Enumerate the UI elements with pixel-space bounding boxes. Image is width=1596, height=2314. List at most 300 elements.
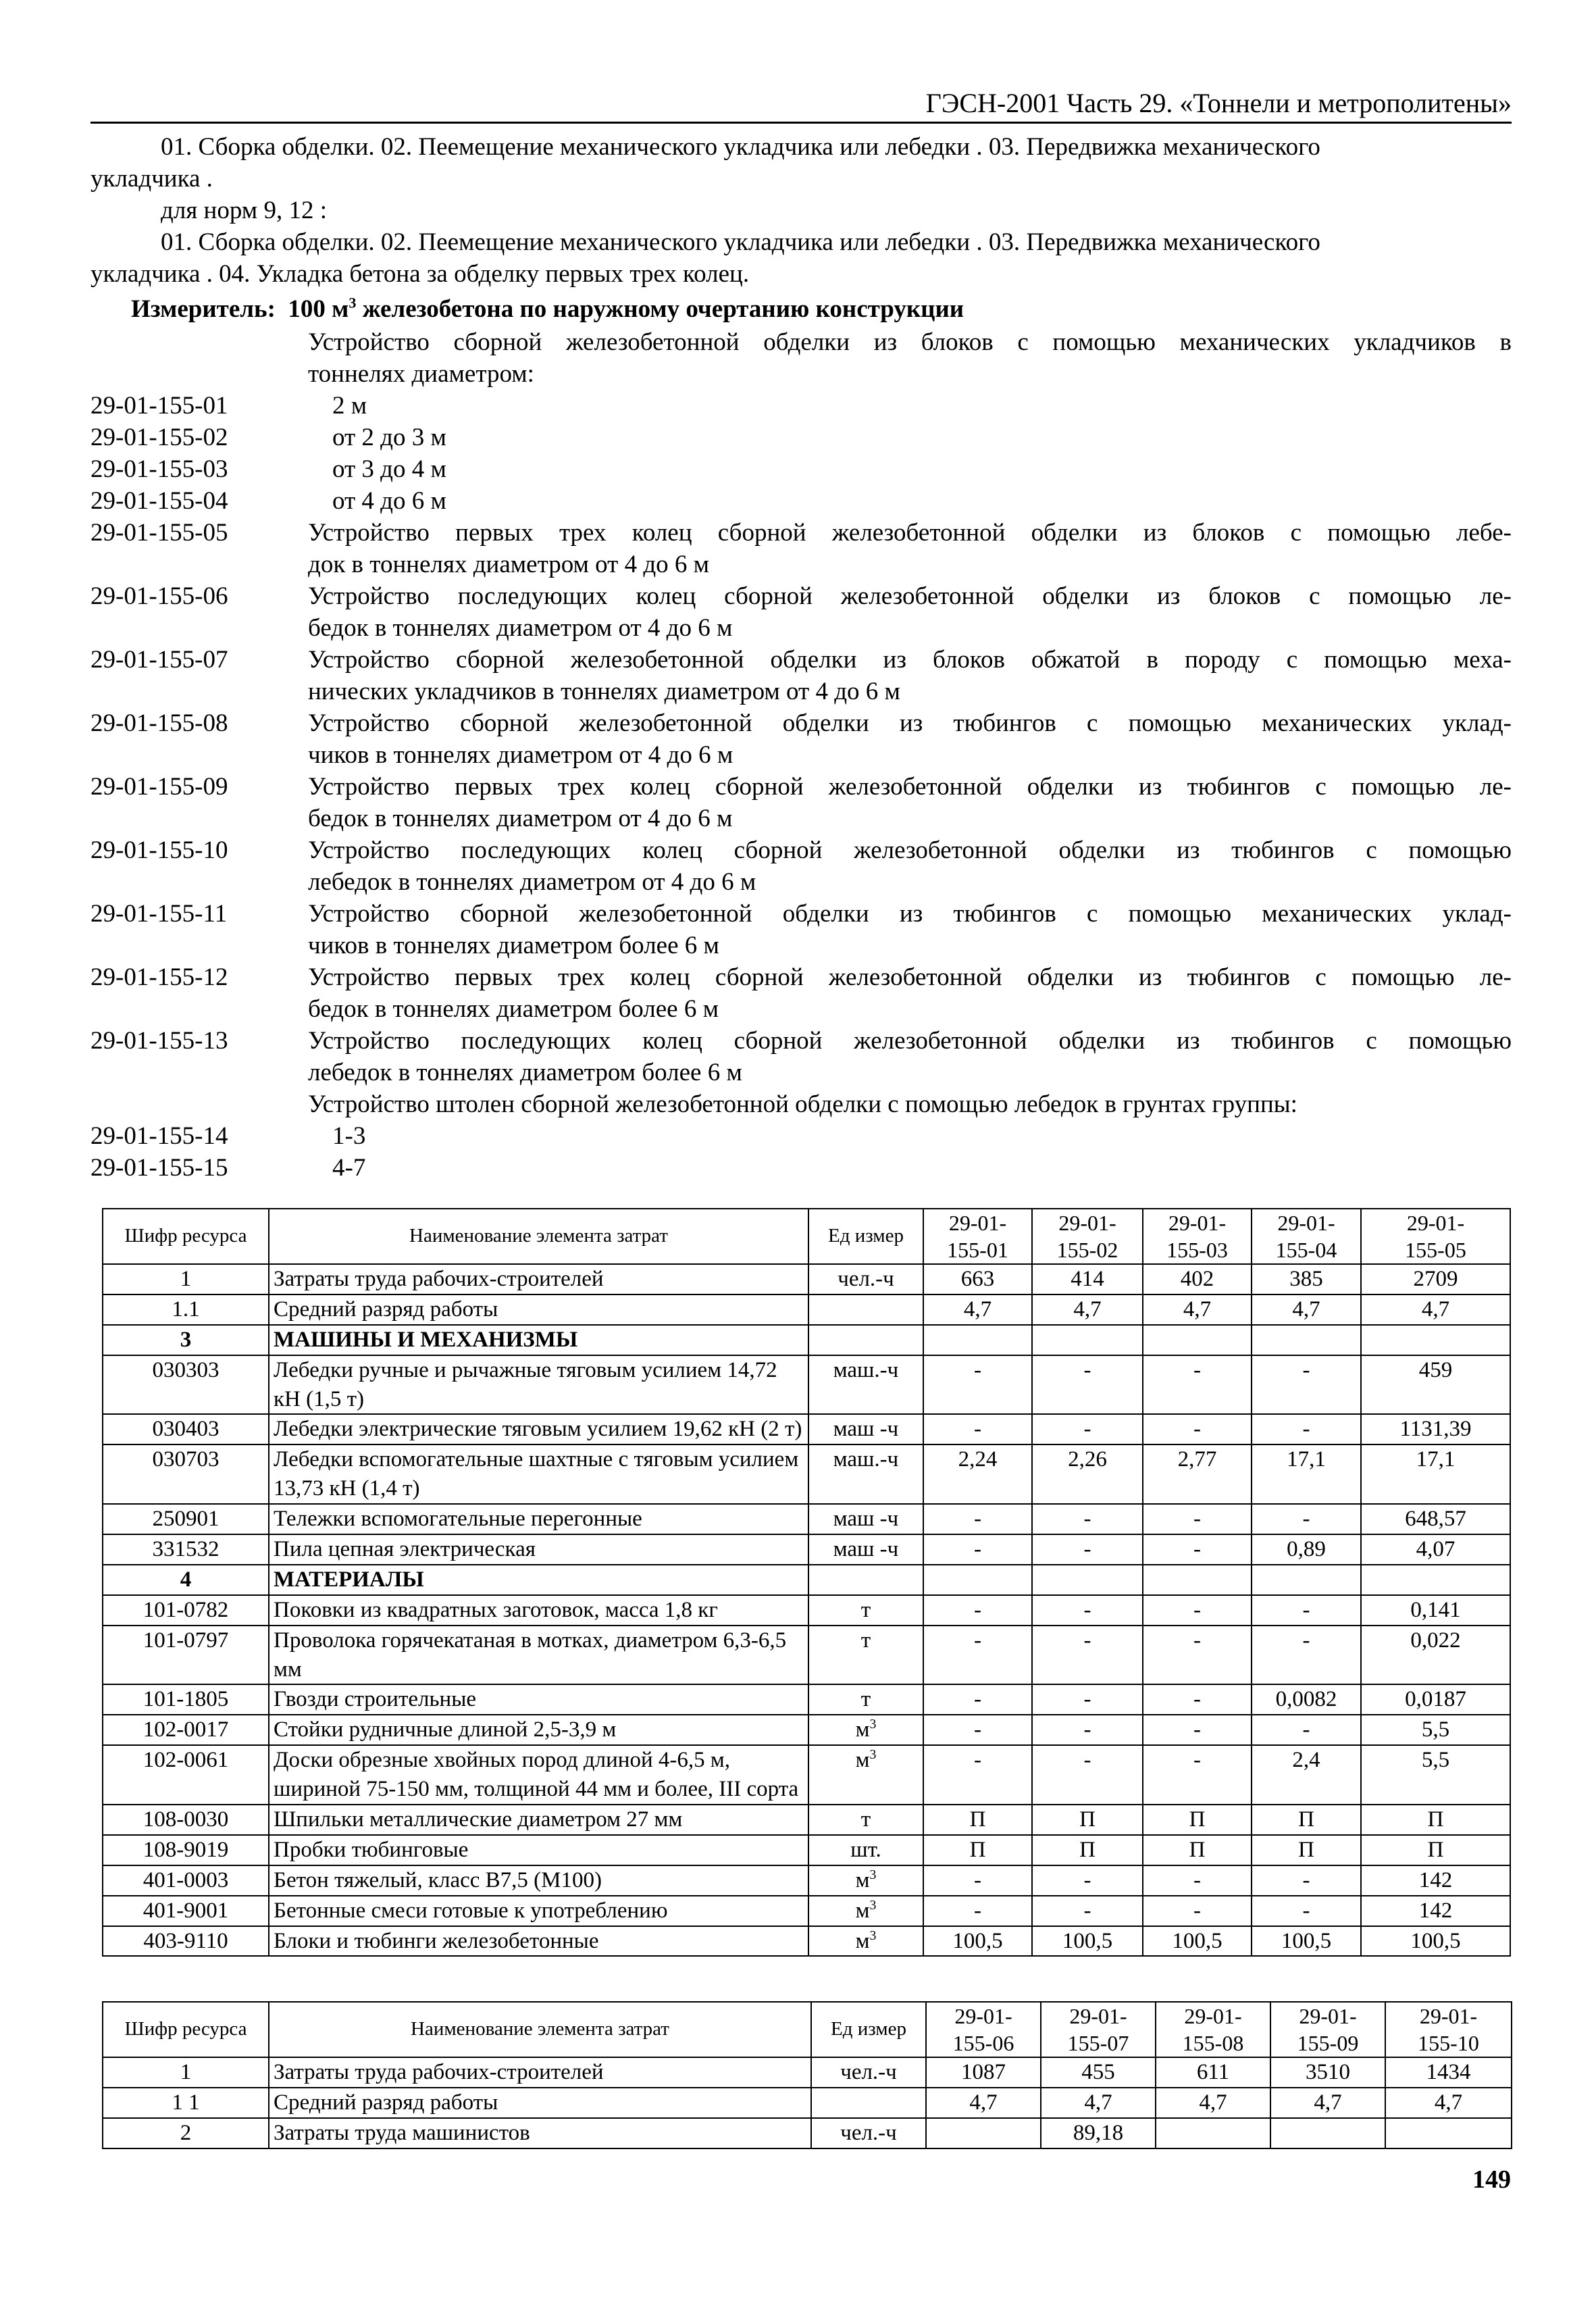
norm-item [91, 581, 1512, 645]
norm-code: 29-01-155-14 [91, 1122, 228, 1150]
unit-text: м [855, 1748, 870, 1773]
norm-item [91, 391, 1512, 422]
desc-line: Устройство последующих колец сборной железобетонной обделки из блоков с помощью ле- [308, 582, 1512, 610]
norm-value: 1434 [1385, 2057, 1512, 2088]
norm-value: - [1252, 1414, 1361, 1444]
norm-value [1252, 1325, 1361, 1355]
unit-text: чел.-ч [840, 2120, 897, 2145]
norm-code-part: 155-10 [1418, 2031, 1479, 2055]
resource-name: Лебедки ручные и рычажные тяговым усилием 14,72 кН (1,5 т) [269, 1355, 808, 1415]
spacer [91, 1089, 308, 1121]
unit-text: т [860, 1597, 871, 1622]
desc-line: от 2 до 3 м [332, 423, 446, 451]
unit-text: т [860, 1807, 871, 1832]
resource-unit [808, 1264, 923, 1294]
unit-power: 3 [869, 1747, 877, 1763]
header-name: Наименование элемента затрат [269, 2002, 811, 2057]
norm-value: 0,022 [1361, 1626, 1510, 1685]
norm-code-part: 155-08 [1182, 2031, 1244, 2055]
resource-unit [808, 1355, 923, 1415]
norm-value [1032, 1565, 1143, 1595]
unit-text: м [855, 1898, 870, 1923]
resource-name: Затраты труда рабочих-строителей [269, 2057, 811, 2088]
table-row [103, 1805, 1510, 1835]
unit-text: маш -ч [833, 1537, 899, 1562]
norm-value: 2,77 [1143, 1444, 1252, 1504]
norm-value: - [923, 1414, 1032, 1444]
unit-text: м [855, 1928, 870, 1953]
resource-table-1 [102, 1208, 1511, 1957]
norm-code: 29-01-155-10 [91, 836, 228, 864]
norm-code-part: 155-02 [1056, 1238, 1118, 1262]
desc-line: Устройство последующих колец сборной железобетонной обделки из тюбингов с помощью [308, 836, 1512, 864]
norm-value: - [1143, 1865, 1252, 1896]
measure-value: 100 $м^3$ железобетона по наружному очертанию конструкции [288, 294, 964, 323]
norm-description [308, 518, 1512, 581]
norm-value: - [1032, 1626, 1143, 1685]
desc-line: чиков в тоннелях диаметром от 4 до 6 м [308, 740, 733, 769]
norm-value: 89,18 [1041, 2118, 1156, 2148]
norm-value: 4,7 [1156, 2088, 1270, 2118]
norm-value: - [1032, 1865, 1143, 1896]
norm-value: 100,5 [1143, 1926, 1252, 1957]
norm-code-part: 29-01- [1277, 1211, 1335, 1235]
header-name: Наименование элемента затрат [269, 1209, 808, 1264]
norm-value: 100,5 [1252, 1926, 1361, 1957]
resource-name: Затраты труда машинистов [269, 2118, 811, 2148]
desc-line: Устройство последующих колец сборной железобетонной обделки из тюбингов с помощью [308, 1026, 1512, 1055]
resource-code: 250901 [103, 1504, 269, 1534]
norm-value: П [1143, 1835, 1252, 1865]
resource-unit [808, 1896, 923, 1926]
norm-code: 29-01-155-15 [91, 1153, 228, 1182]
norm-item [91, 1026, 1512, 1089]
desc-line: чиков в тоннелях диаметром более 6 м [308, 931, 719, 959]
norm-value: - [1143, 1355, 1252, 1415]
norm-value: 414 [1032, 1264, 1143, 1294]
norm-item [91, 454, 1512, 486]
norm-code: 29-01-155-11 [91, 899, 228, 928]
norm-value [1032, 1325, 1143, 1355]
resource-name: Блоки и тюбинги железобетонные [269, 1926, 808, 1957]
norm-value: - [1143, 1414, 1252, 1444]
desc-line: 1-3 [332, 1122, 366, 1150]
resource-unit [808, 1595, 923, 1626]
table-row [103, 1595, 1510, 1626]
resource-unit [808, 1626, 923, 1685]
norm-value [1361, 1325, 1510, 1355]
norm-value: 2709 [1361, 1264, 1510, 1294]
norm-value: - [1143, 1626, 1252, 1685]
resource-code: 101-0797 [103, 1626, 269, 1685]
norm-value: 3510 [1270, 2057, 1385, 2088]
norm-value: 1131,39 [1361, 1414, 1510, 1444]
table-row [103, 1745, 1510, 1805]
norm-description [308, 645, 1512, 708]
norm-value: - [1143, 1504, 1252, 1534]
norm-value [923, 1565, 1032, 1595]
norm-value: 4,7 [926, 2088, 1041, 2118]
page-header: ГЭСН-2001 Часть 29. «Тоннели и метрополитены» [91, 86, 1512, 124]
header-norm-code [1385, 2002, 1512, 2057]
norm-code-part: 29-01- [1168, 1211, 1227, 1235]
desc-line: Устройство первых трех колец сборной железобетонной обделки из тюбингов с помощью ле- [308, 772, 1512, 801]
norm-code-part: 155-03 [1166, 1238, 1228, 1262]
table-row [103, 1534, 1510, 1565]
resource-name: МАШИНЫ И МЕХАНИЗМЫ [269, 1325, 808, 1355]
table-row [103, 1835, 1510, 1865]
desc-line: Устройство первых трех колец сборной железобетонной обделки из тюбингов с помощью ле- [308, 963, 1512, 991]
desc-line: от 3 до 4 м [332, 455, 446, 483]
resource-unit [808, 1565, 923, 1595]
resource-name: Стойки рудничные длиной 2,5-3,9 м [269, 1715, 808, 1745]
resource-code: 401-0003 [103, 1865, 269, 1896]
norm-value: - [1032, 1355, 1143, 1415]
norm-code-part: 155-09 [1297, 2031, 1359, 2055]
norm-value: 4,7 [923, 1294, 1032, 1325]
norm-value: - [1032, 1414, 1143, 1444]
norm-value [923, 1325, 1032, 1355]
resource-unit [808, 1926, 923, 1957]
norm-value: 648,57 [1361, 1504, 1510, 1534]
resource-code: 1 [103, 1264, 269, 1294]
norm-value: 0,89 [1252, 1534, 1361, 1565]
header-norm-code [926, 2002, 1041, 2057]
norm-item [91, 962, 1512, 1026]
norm-value: 2,24 [923, 1444, 1032, 1504]
unit-text: т [860, 1687, 871, 1712]
norm-description [308, 486, 1512, 518]
norm-item [91, 899, 1512, 962]
norm-value: П [1361, 1805, 1510, 1835]
norm-value: 5,5 [1361, 1745, 1510, 1805]
measure-label: Измеритель: [131, 295, 276, 323]
unit-text: чел.-ч [838, 1267, 894, 1291]
norm-value: 0,141 [1361, 1595, 1510, 1626]
group-text: Устройство штолен сборной железобетонной обделки с помощью лебедок в грунтах группы: [308, 1090, 1297, 1118]
norm-value: - [923, 1684, 1032, 1715]
norm-value: - [1252, 1626, 1361, 1685]
resource-name: Пробки тюбинговые [269, 1835, 808, 1865]
norm-item [91, 835, 1512, 899]
resource-name: Средний разряд работы [269, 1294, 808, 1325]
norm-value: 4,7 [1252, 1294, 1361, 1325]
group-heading: Устройство сборной железобетонной обделки из блоков с помощью механических укладчиков в тоннелях диаметром: [308, 328, 1512, 388]
resource-name: Проволока горячекатаная в мотках, диаметром 6,3-6,5 мм [269, 1626, 808, 1685]
resource-unit [808, 1684, 923, 1715]
table-row [103, 1896, 1510, 1926]
norm-value: 4,7 [1270, 2088, 1385, 2118]
norm-item [91, 645, 1512, 708]
norm-code: 29-01-155-08 [91, 709, 228, 737]
unit-text: шт. [850, 1837, 881, 1862]
norm-value [1143, 1565, 1252, 1595]
norm-value: 4,7 [1041, 2088, 1156, 2118]
resource-code: 102-0017 [103, 1715, 269, 1745]
norm-value: 1087 [926, 2057, 1041, 2088]
intro-line: 01. Сборка обделки. 02. Пеемещение механического укладчика или лебедки . 03. Передвижка механического [161, 228, 1320, 256]
norm-value: - [1252, 1865, 1361, 1896]
desc-line: бедок в тоннелях диаметром от 4 до 6 м [308, 613, 733, 642]
norm-value: П [1143, 1805, 1252, 1835]
norm-value: - [923, 1715, 1032, 1745]
norm-value: П [1252, 1805, 1361, 1835]
norm-value: 142 [1361, 1896, 1510, 1926]
resource-unit [808, 1805, 923, 1835]
norm-value: - [1143, 1534, 1252, 1565]
intro-line: 01. Сборка обделки. 02. Пеемещение механического укладчика или лебедки . 03. Передвижка механического [161, 133, 1320, 161]
norm-value [1361, 1565, 1510, 1595]
norm-value: - [923, 1865, 1032, 1896]
unit-power: 3 [869, 1867, 877, 1882]
desc-line: Устройство первых трех колец сборной железобетонной обделки из блоков с помощью лебе- [308, 518, 1512, 547]
desc-line: лебедок в тоннелях диаметром от 4 до 6 м [308, 867, 756, 896]
table-row [103, 1325, 1510, 1355]
resource-unit [808, 1325, 923, 1355]
measure-unit [131, 294, 1516, 326]
norm-item [91, 708, 1512, 772]
resource-code: 1 [103, 2057, 269, 2088]
norm-value: - [923, 1626, 1032, 1685]
norm-code: 29-01-155-02 [91, 423, 228, 451]
norm-value [1156, 2118, 1270, 2148]
resource-code: 1.1 [103, 1294, 269, 1325]
norm-item [91, 518, 1512, 581]
norm-code: 29-01-155-06 [91, 582, 228, 610]
unit-text: маш -ч [833, 1417, 899, 1442]
norm-value: 0,0187 [1361, 1684, 1510, 1715]
norm-value: 459 [1361, 1355, 1510, 1415]
resource-unit [811, 2118, 926, 2148]
resource-code: 030703 [103, 1444, 269, 1504]
table-header-row [103, 2002, 1512, 2057]
norm-code-part: 29-01- [1406, 1211, 1465, 1235]
norm-value [1143, 1325, 1252, 1355]
norm-value: - [1032, 1684, 1143, 1715]
header-norm-code [1041, 2002, 1156, 2057]
resource-unit [808, 1865, 923, 1896]
desc-line: нических укладчиков в тоннелях диаметром от 4 до 6 м [308, 677, 900, 705]
resource-name: Лебедки вспомогательные шахтные с тяговым усилием 13,73 кН (1,4 т) [269, 1444, 808, 1504]
desc-line: бедок в тоннелях диаметром более 6 м [308, 995, 719, 1023]
norm-code-part: 155-05 [1405, 1238, 1466, 1262]
header-code: Шифр ресурса [103, 1209, 269, 1264]
resource-unit [811, 2057, 926, 2088]
norm-description [308, 1121, 1512, 1153]
unit-text: маш -ч [833, 1507, 899, 1532]
table-row [103, 1264, 1510, 1294]
intro-line: укладчика . [91, 164, 213, 193]
norm-value: П [923, 1805, 1032, 1835]
resource-unit [808, 1294, 923, 1325]
resource-name: Затраты труда рабочих-строителей [269, 1264, 808, 1294]
resource-name: Лебедки электрические тяговым усилием 19,62 кН (2 т) [269, 1414, 808, 1444]
table-row [103, 1414, 1510, 1444]
group-heading [91, 1089, 1512, 1121]
norm-code-part: 29-01- [1184, 2004, 1242, 2028]
resource-code: 101-0782 [103, 1595, 269, 1626]
header-norm-code [1270, 2002, 1385, 2057]
resource-code: 108-0030 [103, 1805, 269, 1835]
table-row [103, 1926, 1510, 1957]
unit-text: м [855, 1717, 870, 1742]
norm-description [308, 1153, 1512, 1184]
norm-value: 17,1 [1252, 1444, 1361, 1504]
table-header-row [103, 1209, 1510, 1264]
norm-value: 4,7 [1361, 1294, 1510, 1325]
header-norm-code [1156, 2002, 1270, 2057]
resource-unit [808, 1504, 923, 1534]
norm-value: - [1032, 1534, 1143, 1565]
norm-code: 29-01-155-04 [91, 486, 228, 515]
norm-value: - [1252, 1355, 1361, 1415]
unit-text: т [860, 1628, 871, 1653]
norm-value: - [1032, 1504, 1143, 1534]
table-row [103, 2057, 1512, 2088]
norm-code: 29-01-155-13 [91, 1026, 228, 1055]
resource-code: 331532 [103, 1534, 269, 1565]
resource-code: 1 1 [103, 2088, 269, 2118]
norm-value: П [1032, 1835, 1143, 1865]
norm-item [91, 1153, 1512, 1184]
norm-description [308, 581, 1512, 645]
resource-unit [808, 1414, 923, 1444]
resource-code: 2 [103, 2118, 269, 2148]
desc-line: док в тоннелях диаметром от 4 до 6 м [308, 550, 710, 578]
norm-item [91, 422, 1512, 454]
table-row [103, 1444, 1510, 1504]
header-norm-code [1361, 1209, 1510, 1264]
norm-value: - [923, 1504, 1032, 1534]
unit-text: маш.-ч [833, 1357, 899, 1382]
norm-value: - [1252, 1896, 1361, 1926]
norm-value: - [1143, 1715, 1252, 1745]
table-row [103, 2088, 1512, 2118]
desc-line: от 4 до 6 м [332, 486, 446, 515]
table-row [103, 1294, 1510, 1325]
norm-value: П [1252, 1835, 1361, 1865]
norm-value: - [923, 1534, 1032, 1565]
norm-value: 4,07 [1361, 1534, 1510, 1565]
norm-description [308, 772, 1512, 835]
norm-code-part: 155-06 [952, 2031, 1014, 2055]
unit-power: 3 [869, 1897, 877, 1913]
resource-name: Тележки вспомогательные перегонные [269, 1504, 808, 1534]
norm-description [308, 899, 1512, 962]
resource-code: 101-1805 [103, 1684, 269, 1715]
table-row [103, 1565, 1510, 1595]
norm-value: 5,5 [1361, 1715, 1510, 1745]
resource-table-2 [102, 2001, 1512, 2149]
desc-line: Устройство сборной железобетонной обделки из блоков обжатой в породу с помощью меха- [308, 645, 1512, 674]
desc-line: 4-7 [332, 1153, 366, 1182]
norm-code: 29-01-155-05 [91, 518, 228, 547]
norm-value [1270, 2118, 1385, 2148]
resource-name: Поковки из квадратных заготовок, масса 1,8 кг [269, 1595, 808, 1626]
resource-name: МАТЕРИАЛЫ [269, 1565, 808, 1595]
resource-name: Средний разряд работы [269, 2088, 811, 2118]
norm-value: 4,7 [1032, 1294, 1143, 1325]
table-row [103, 1355, 1510, 1415]
intro-line: укладчика . 04. Укладка бетона за обделку первых трех колец. [91, 259, 750, 288]
norm-value: 0,0082 [1252, 1684, 1361, 1715]
unit-text: чел.-ч [840, 2060, 897, 2084]
norm-value: П [1032, 1805, 1143, 1835]
norm-value: 2,26 [1032, 1444, 1143, 1504]
intro-line: для норм 9, 12 : [161, 196, 327, 224]
table-row [103, 2118, 1512, 2148]
norm-code-part: 29-01- [1058, 1211, 1116, 1235]
table-row [103, 1626, 1510, 1685]
norm-code: 29-01-155-01 [91, 391, 228, 420]
header-unit: Ед измер [811, 2002, 926, 2057]
header-unit: Ед измер [808, 1209, 923, 1264]
resource-code: 030403 [103, 1414, 269, 1444]
header-code: Шифр ресурса [103, 2002, 269, 2057]
unit-power: 3 [869, 1928, 877, 1943]
norm-value: 100,5 [1032, 1926, 1143, 1957]
norm-value: - [923, 1595, 1032, 1626]
norm-description [308, 962, 1512, 1026]
norm-value: - [923, 1896, 1032, 1926]
norm-value: 100,5 [923, 1926, 1032, 1957]
norm-value: - [1032, 1595, 1143, 1626]
norm-value: - [923, 1745, 1032, 1805]
norm-value: - [1252, 1504, 1361, 1534]
norm-value: 385 [1252, 1264, 1361, 1294]
norm-value: - [1252, 1595, 1361, 1626]
norm-value [1385, 2118, 1512, 2148]
norm-value: 142 [1361, 1865, 1510, 1896]
table-row [103, 1715, 1510, 1745]
header-norm-code [923, 1209, 1032, 1264]
norm-code-part: 29-01- [948, 1211, 1007, 1235]
resource-code: 4 [103, 1565, 269, 1595]
desc-line: Устройство сборной железобетонной обделки из тюбингов с помощью механических уклад- [308, 899, 1512, 928]
table-row [103, 1684, 1510, 1715]
resource-code: 403-9110 [103, 1926, 269, 1957]
norm-value: 663 [923, 1264, 1032, 1294]
norm-item [91, 772, 1512, 835]
norm-value: - [923, 1355, 1032, 1415]
resource-unit [808, 1444, 923, 1504]
unit-text: маш.-ч [833, 1447, 899, 1472]
norm-value: 4,7 [1143, 1294, 1252, 1325]
norm-value: 4,7 [1385, 2088, 1512, 2118]
norm-code-part: 29-01- [1299, 2004, 1357, 2028]
resource-name: Доски обрезные хвойных пород длиной 4-6,5 м, шириной 75-150 мм, толщиной 44 мм и более, III сорта [269, 1745, 808, 1805]
norm-item [91, 1121, 1512, 1153]
norm-value: П [923, 1835, 1032, 1865]
norm-item [91, 486, 1512, 518]
norm-list [91, 327, 1512, 1184]
norm-value [1252, 1565, 1361, 1595]
norm-value: 455 [1041, 2057, 1156, 2088]
norm-value: - [1143, 1595, 1252, 1626]
norm-value: - [1252, 1715, 1361, 1745]
norm-value: 611 [1156, 2057, 1270, 2088]
norm-code: 29-01-155-07 [91, 645, 228, 674]
norm-code: 29-01-155-09 [91, 772, 228, 801]
resource-unit [808, 1715, 923, 1745]
norm-code-part: 155-01 [947, 1238, 1008, 1262]
norm-code: 29-01-155-03 [91, 455, 228, 483]
norm-value: 2,4 [1252, 1745, 1361, 1805]
norm-value: 17,1 [1361, 1444, 1510, 1504]
desc-line: 2 м [332, 391, 367, 420]
norm-code-part: 29-01- [1069, 2004, 1127, 2028]
norm-value: - [1032, 1745, 1143, 1805]
